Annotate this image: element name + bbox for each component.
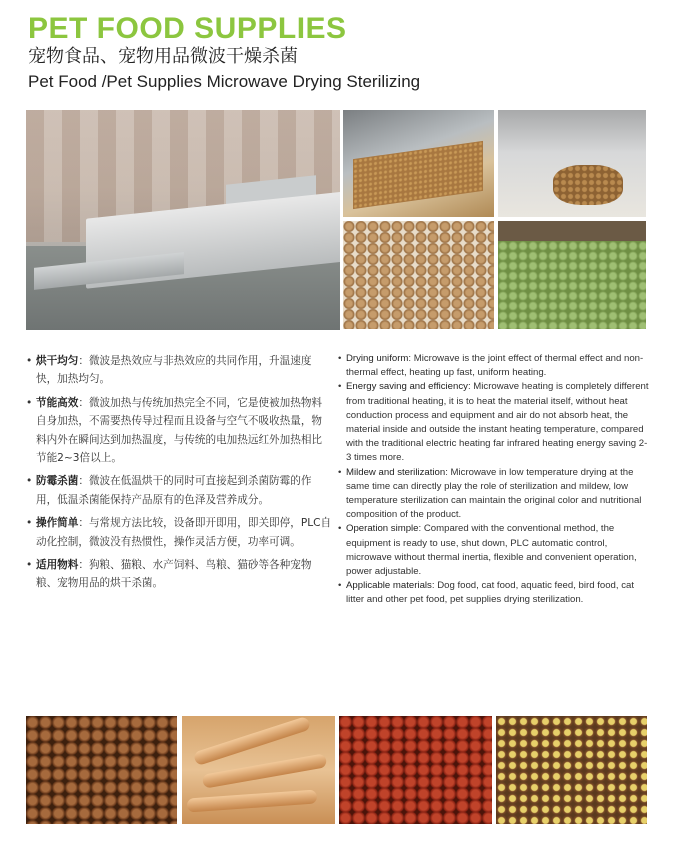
features-chinese <box>26 352 332 598</box>
brown-kibble-closeup-photo <box>343 221 494 329</box>
features-english <box>338 352 652 608</box>
microwave-dryer-machine-photo <box>26 110 340 330</box>
conveyor-kibble-photo <box>498 110 646 217</box>
pet-treat-sticks-photo <box>182 716 335 824</box>
drying-tunnel-kibble-photo <box>343 110 494 217</box>
treat-stick <box>187 789 318 812</box>
feature-cn-item: • 节能高效：微波加热与传统加热完全不同，它是使被加热物料自身加热，不需要热传导过程而且设备与空气不吸收热量，物料内外在瞬间达到加热温度，与传统的电加热远红外加热相比节能2~3倍以上。 <box>26 396 323 465</box>
page-title: PET FOOD SUPPLIES <box>28 12 347 45</box>
red-kibble-photo <box>339 716 492 824</box>
feature-en-item: • Applicable materials: Dog food, cat food, aquatic feed, bird food, cat litter and other pet food, pet supplies drying sterilization. <box>338 580 634 606</box>
kibble-tray <box>353 141 483 209</box>
green-pellets-conveyor-photo <box>498 221 646 329</box>
feature-en-item: • Drying uniform: Microwave is the joint effect of thermal effect and non-thermal effect, heating up fast, uniform heating. <box>338 353 644 379</box>
feature-cn-item: • 防霉杀菌：微波在低温烘干的同时可直接起到杀菌防霉的作用，低温杀菌能保持产品原有的色泽及营养成分。 <box>26 475 312 506</box>
kibble-pile <box>553 165 623 205</box>
feature-en-item: • Operation simple: Compared with the conventional method, the equipment is ready to use, shut down, PLC automatic control, microwave without thermal inertia, flexible and convenient operation, power adjustable. <box>338 523 637 578</box>
dog-kibble-photo <box>26 716 177 824</box>
feature-en-item: • Mildew and sterilization: Microwave in low temperature drying at the same time can directly play the role of sterilization and mildew, low temperature sterilization can maintain the original color and nutritional composition of the product. <box>338 466 642 521</box>
subtitle-english: Pet Food /Pet Supplies Microwave Drying Sterilizing <box>28 72 421 91</box>
feature-cn-item: • 烘干均匀：微波是热效应与非热效应的共同作用，升温速度快，加热均匀。 <box>26 355 312 386</box>
feature-cn-item: • 操作简单：与常规方法比较，设备即开即用，即关即停，PLC自动化控制，微波没有热惯性，操作灵活方便，功率可调。 <box>26 517 332 548</box>
subtitle-chinese: 宠物食品、宠物用品微波干燥杀菌 <box>28 46 298 67</box>
feature-en-item: • Energy saving and efficiency: Microwave heating is completely different from traditional heating, it is to heat the material itself, without heat conduction process and equipment and air do not absorb heat, the material inside and outside the instant heating temperature, compared with the traditional electric heating far infrared heating energy saving 2-3 times more. <box>338 381 649 464</box>
conveyor-frame <box>498 221 646 241</box>
mixed-pet-food-photo <box>496 716 647 824</box>
feature-cn-item: • 适用物料：狗粮、猫粮、水产饲料、鸟粮、猫砂等各种宠物粮、宠物用品的烘干杀菌。 <box>26 559 312 590</box>
